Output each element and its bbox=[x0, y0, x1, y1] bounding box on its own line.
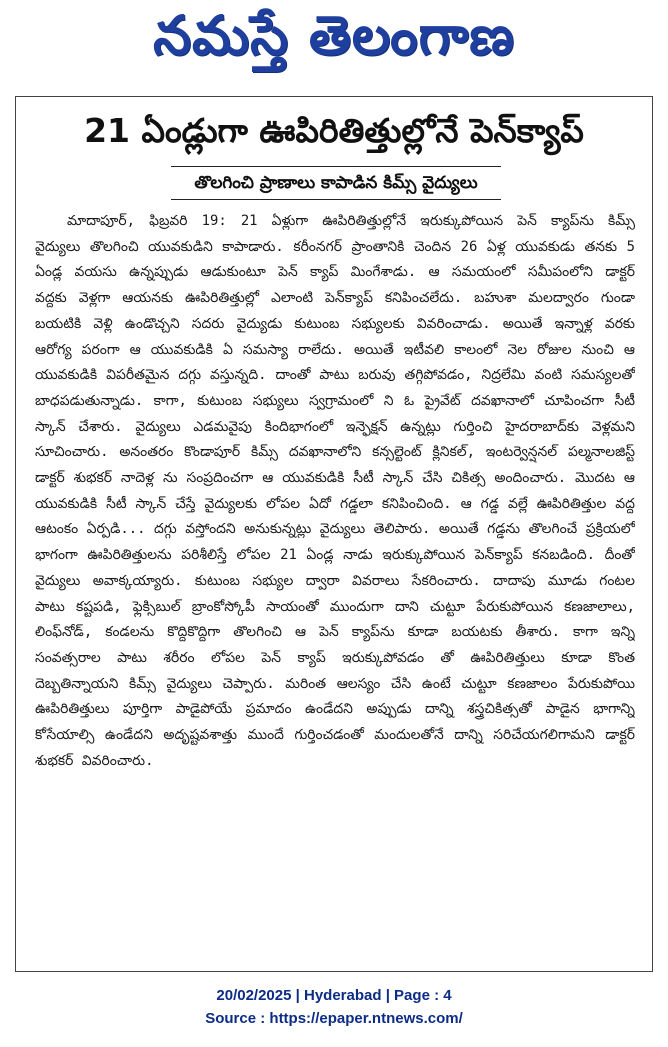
subheadline-box bbox=[171, 166, 501, 200]
footer bbox=[0, 984, 668, 1030]
article-clipping bbox=[15, 96, 653, 972]
newspaper-logo: నమస్తే తెలంగాణ bbox=[153, 3, 515, 67]
edition-info: 20/02/2025 | Hyderabad | Page : 4 bbox=[216, 987, 452, 1004]
subheadline-rule-top bbox=[171, 166, 501, 167]
article-headline: 21 ఏండ్లుగా ఊపిరితిత్తుల్లోనే పెన్‌క్యాప్ bbox=[84, 111, 584, 150]
article-subheadline: తొలగించి ప్రాణాలు కాపాడిన కిమ్స్‌ వైద్యులు bbox=[194, 173, 478, 193]
article-body: మాదాపూర్‌, ఫిబ్రవరి 19: 21 ఏళ్లుగా ఊపిరితిత్తుల్లోనే ఇరుక్కుపోయిన పెన్‌ క్యాప్‌ను కిమ్స్‌ వైద్యులు తొలగించి యువకుడిని కాపాడారు. కరీంనగర్‌ ప్రాంతానికి చెందిన 26 ఏళ్ల యువకుడు తనకు 5 ఏండ్ల వయసు ఉన్నప్పుడు ఆడుకుంటూ పెన్‌ క్యాప్‌ మింగేశాడు. ఆ సమయంలో సమీపంలోని డాక్టర్‌ వద్దకు వెళ్లగా ఆయనకు ఊపిరితిత్తుల్లో ఎలాంటి పెన్‌క్యాప్‌ కనిపించలేదు. బహుశా మలద్వారం గుండా బయటికి వెళ్లి ఉండొచ్చని సదరు వైద్యుడు కుటుంబ సభ్యులకు వివరించాడు. అయితే ఇన్నాళ్ల వరకు ఆరోగ్య పరంగా ఆ యువకుడికి ఏ సమస్యా రాలేదు. అయితే ఇటీవలి కాలంలో నెల రోజుల నుంచి ఆ యువకుడికి విపరీతమైన దగ్గు వస్తున్నది. దాంతో పాటు బరువు తగ్గిపోవడం, నిద్రలేమి వంటి సమస్యలతో బాధపడుతున్నాడు. కాగా, కుటుంబ సభ్యులు స్వగ్రామంలో ని ఓ ప్రైవేట్‌ దవఖానాలో చూపించగా సీటీ స్కాన్‌ చేశారు. వైద్యులు ఎడమవైపు కిందిభాగంలో ఇన్ఫెక్షన్‌ ఉన్నట్లు గుర్తించి హైదరాబాద్‌కు వెళ్లమని సూచించారు. అనంతరం కొండాపూర్‌ కిమ్స్‌ దవఖానాలోని కన్సల్టెంట్‌ క్లినికల్‌, ఇంటర్వెన్షనల్‌ పల్మనాలజిస్ట్‌ డాక్టర్‌ శుభకర్‌ నాదెళ్ల ను సంప్రదించగా ఆ యువకుడికి సీటీ స్కాన్‌ చేసి చికిత్స అందించారు. మొదట ఆ యువకుడికి సీటీ స్కాన్‌ చేస్తే వైద్యులకు లోపల ఏదో గడ్డలా కనిపించింది. ఆ గడ్డ వల్లే ఊపిరితిత్తుల వద్ద ఆటంకం ఏర్పడి... దగ్గు వస్తోందని అనుకున్నట్లు వైద్యులు తెలిపారు. అయితే గడ్డను తొలగించే ప్రక్రియలో భాగంగా ఊపిరితిత్తులను పరిశీలిస్తే లోపల 21 ఏండ్ల నాడు ఇరుక్కుపోయిన పెన్‌క్యాప్‌ కనబడింది. దీంతో వైద్యులు అవాక్కయ్యారు. కుటుంబ సభ్యుల ద్వారా వివరాలు సేకరించారు. దాదాపు మూడు గంటల పాటు కష్టపడి, ఫ్లెక్సిబుల్‌ బ్రాంకోస్కోపీ సాయంతో ముందుగా దాని చుట్టూ పేరుకుపోయిన కణజాలాలు, లింఫ్‌నోడ్‌, కండలను కొద్దికొద్దిగా తొలగించి ఆ పెన్‌ క్యాప్‌ను కూడా బయటకు తీశారు. కాగా ఇన్ని సంవత్సరాల పాటు శరీరం లోపల పెన్‌ క్యాప్‌ ఇరుక్కుపోవడం తో ఊపిరితిత్తులు కూడా కొంత దెబ్బతిన్నాయని కిమ్స్‌ వైద్యులు చెప్పారు. మరింత ఆలస్యం చేసి ఉంటే చుట్టూ కణజాలం పేరుకుపోయి ఊపిరితిత్తులు పూర్తిగా పాడైపోయే ప్రమాదం ఉండేదని అప్పుడు దాన్ని శస్త్రచికిత్సతో పాడైన భాగాన్ని కోసేయాల్సి ఉండేదని అదృష్టవశాత్తు ముందే గుర్తించడంతో మందులతోనే దాన్ని సరిచేయగలిగామని డాక్టర్‌ శుభకర్‌ వివరించారు. bbox=[35, 213, 635, 769]
source-link[interactable]: Source : https://epaper.ntnews.com/ bbox=[205, 1010, 463, 1027]
masthead bbox=[0, 0, 668, 90]
subheadline-rule-bottom bbox=[171, 199, 501, 200]
